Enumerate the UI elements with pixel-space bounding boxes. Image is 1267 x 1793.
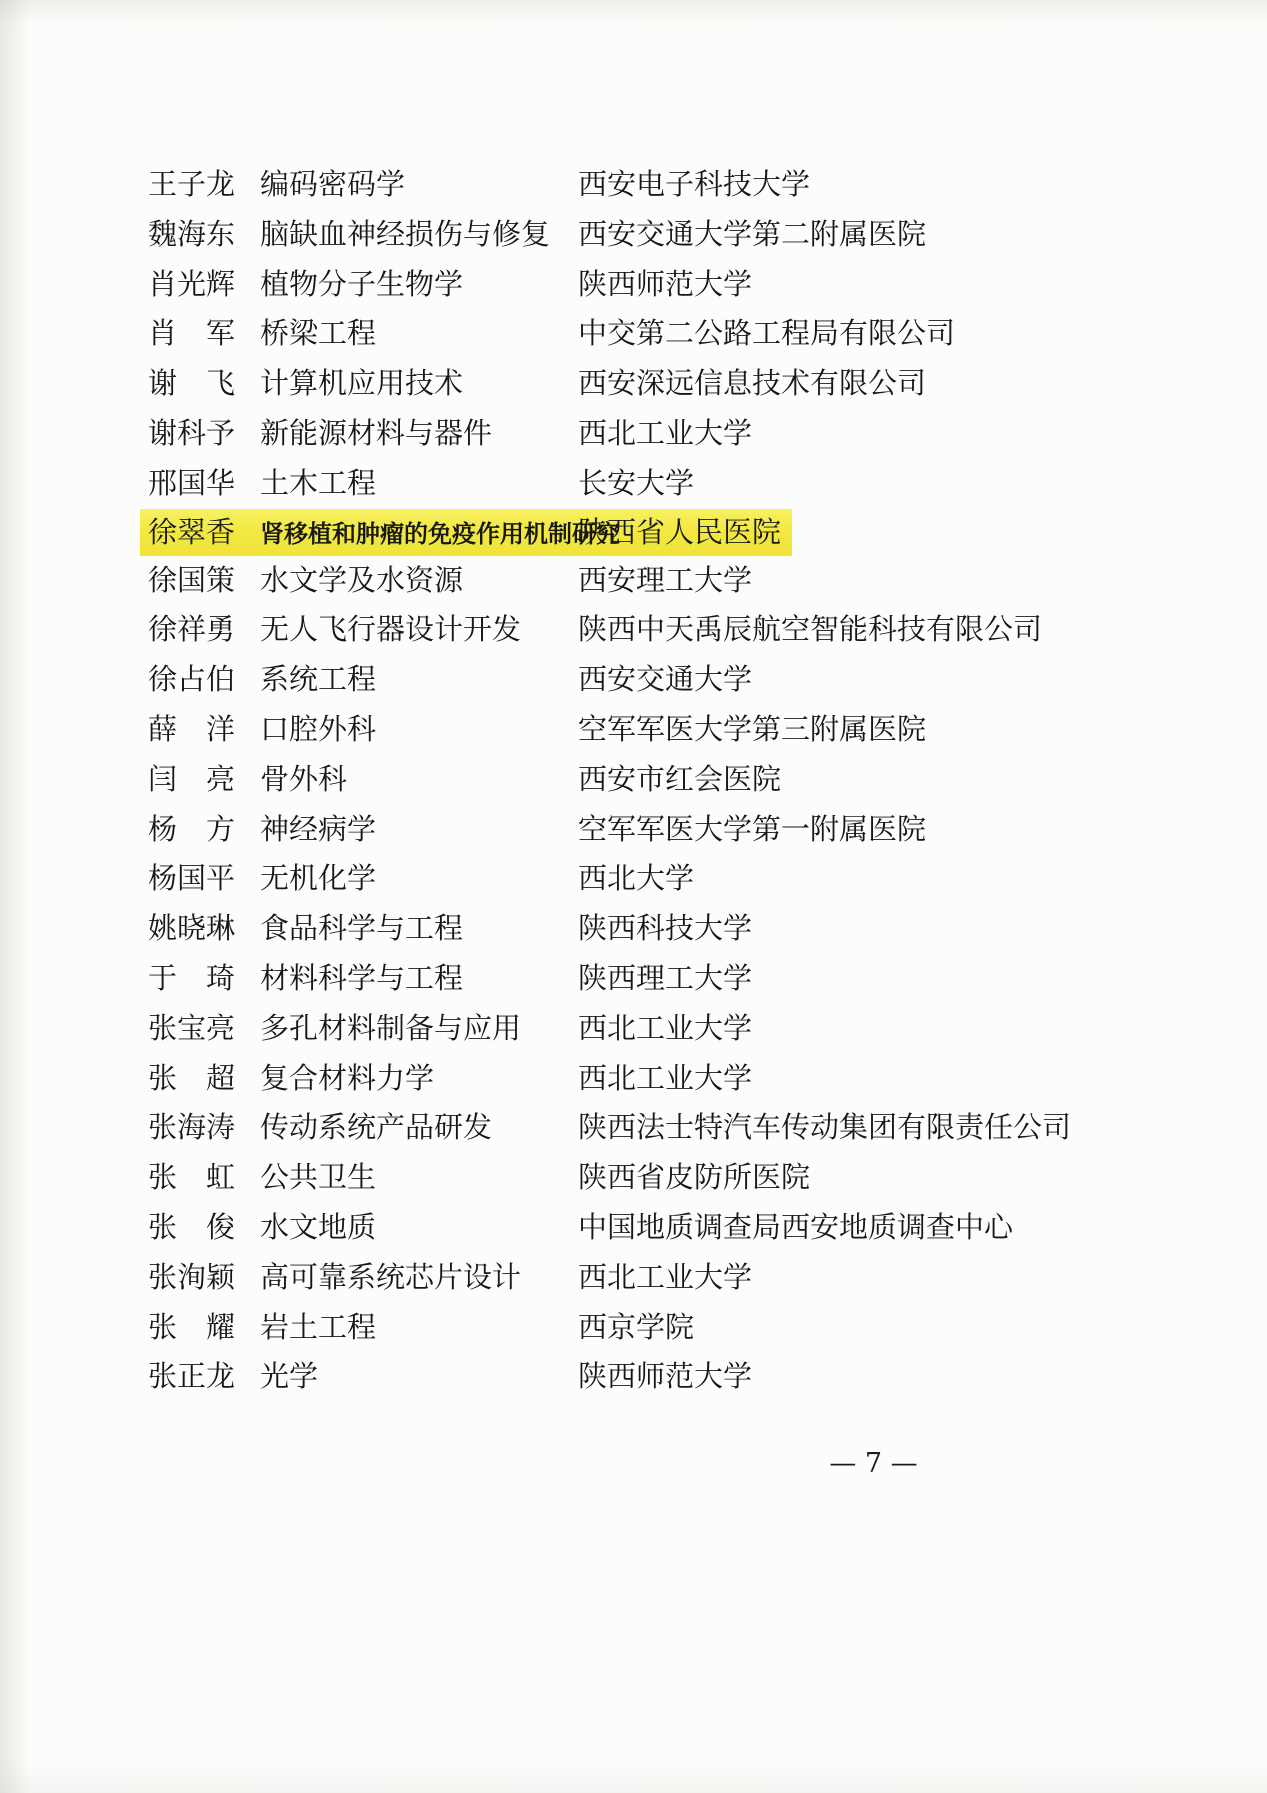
table-row: [148, 904, 1128, 954]
specialty-field: 复合材料力学: [260, 1060, 435, 1095]
organization: 西安交通大学第二附属医院: [578, 216, 927, 251]
organization: 空军军医大学第一附属医院: [578, 811, 927, 846]
table-row: [148, 160, 1128, 210]
specialty-field: 传动系统产品研发: [260, 1110, 493, 1145]
person-name: 于 琦: [148, 960, 236, 995]
table-row: [140, 509, 792, 556]
person-name: 邢国华: [148, 465, 236, 500]
table-row: [148, 655, 1128, 705]
specialty-field: 计算机应用技术: [260, 366, 464, 401]
table-row: [148, 260, 1128, 310]
table-row: [148, 1303, 1128, 1353]
specialty-field: 水文学及水资源: [260, 562, 464, 597]
table-row: [148, 755, 1128, 805]
specialty-field: 编码密码学: [260, 167, 406, 201]
table-row: [148, 605, 1128, 655]
specialty-field: 植物分子生物学: [260, 266, 464, 301]
specialty-field: 系统工程: [260, 662, 377, 697]
person-name: 杨 方: [148, 811, 236, 846]
specialty-field: 公共卫生: [260, 1160, 377, 1195]
organization: 长安大学: [578, 465, 695, 500]
organization: 陕西理工大学: [578, 960, 753, 995]
page-number: [0, 1448, 1267, 1479]
organization: 陕西省人民医院: [578, 514, 782, 549]
specialty-field: 肾移植和肿瘤的免疫作用机制研究: [260, 519, 620, 548]
person-name: 王子龙: [148, 167, 236, 201]
table-row: [148, 1203, 1128, 1253]
organization: 中交第二公路工程局有限公司: [578, 316, 956, 351]
table-row: [148, 309, 1128, 359]
specialty-field: 脑缺血神经损伤与修复: [260, 216, 551, 251]
organization: 西北工业大学: [578, 1060, 753, 1095]
organization: 陕西中天禹辰航空智能科技有限公司: [578, 612, 1043, 647]
person-name: 谢科予: [148, 415, 236, 450]
specialty-field: 口腔外科: [260, 711, 377, 746]
table-row: [148, 1352, 1128, 1402]
organization: 中国地质调查局西安地质调查中心: [578, 1209, 1014, 1244]
specialty-field: 高可靠系统芯片设计: [260, 1259, 522, 1294]
person-name: 肖光辉: [148, 266, 236, 301]
specialty-field: 水文地质: [260, 1209, 377, 1244]
table-row: [148, 1253, 1128, 1303]
specialty-field: 土木工程: [260, 465, 377, 500]
organization: 陕西科技大学: [578, 911, 753, 946]
specialty-field: 多孔材料制备与应用: [260, 1010, 522, 1045]
specialty-field: 食品科学与工程: [260, 911, 464, 946]
organization: 西安深远信息技术有限公司: [578, 366, 927, 401]
person-name: 闫 亮: [148, 761, 236, 796]
specialty-field: 光学: [260, 1359, 319, 1394]
page-number-label: — 7 —: [829, 1448, 918, 1479]
person-name: 徐国策: [148, 562, 236, 597]
specialty-field: 神经病学: [260, 811, 377, 846]
person-name: 谢 飞: [148, 366, 236, 401]
person-name: 张洵颖: [148, 1259, 236, 1294]
scan-edge-top: [0, 0, 1267, 26]
person-name: 徐翠香: [148, 514, 236, 549]
table-row: [148, 556, 1128, 606]
person-name: 徐祥勇: [148, 612, 236, 647]
roster-list: [148, 160, 1128, 1402]
organization: 西安电子科技大学: [578, 167, 811, 201]
specialty-field: 新能源材料与器件: [260, 415, 493, 450]
organization: 陕西法士特汽车传动集团有限责任公司: [578, 1110, 1072, 1145]
person-name: 张海涛: [148, 1110, 236, 1145]
person-name: 张正龙: [148, 1359, 236, 1394]
scan-edge-bottom: [0, 1763, 1267, 1793]
table-row: [148, 705, 1128, 755]
person-name: 姚晓琳: [148, 911, 236, 946]
specialty-field: 无人飞行器设计开发: [260, 612, 522, 647]
person-name: 张宝亮: [148, 1010, 236, 1045]
organization: 西北工业大学: [578, 1010, 753, 1045]
person-name: 魏海东: [148, 216, 236, 251]
person-name: 张 俊: [148, 1209, 236, 1244]
organization: 空军军医大学第三附属医院: [578, 711, 927, 746]
person-name: 徐占伯: [148, 662, 236, 697]
table-row: [148, 359, 1128, 409]
table-row: [148, 459, 1128, 509]
organization: 西京学院: [578, 1309, 695, 1344]
table-row: [148, 210, 1128, 260]
organization: 陕西师范大学: [578, 266, 753, 301]
specialty-field: 岩土工程: [260, 1309, 377, 1344]
scan-edge-left: [0, 0, 30, 1793]
table-row: [148, 954, 1128, 1004]
table-row: [148, 409, 1128, 459]
person-name: 薛 洋: [148, 711, 236, 746]
person-name: 张 超: [148, 1060, 236, 1095]
table-row: [148, 1054, 1128, 1104]
specialty-field: 桥梁工程: [260, 316, 377, 351]
person-name: 张 耀: [148, 1309, 236, 1344]
organization: 西安市红会医院: [578, 761, 782, 796]
table-row: [148, 805, 1128, 855]
organization: 西安交通大学: [578, 662, 753, 697]
person-name: 杨国平: [148, 861, 236, 896]
organization: 西安理工大学: [578, 562, 753, 597]
specialty-field: 无机化学: [260, 861, 377, 896]
organization: 西北大学: [578, 861, 695, 896]
organization: 西北工业大学: [578, 415, 753, 450]
organization: 陕西省皮防所医院: [578, 1160, 811, 1195]
specialty-field: 材料科学与工程: [260, 960, 464, 995]
table-row: [148, 1103, 1128, 1153]
person-name: 肖 军: [148, 316, 236, 351]
organization: 西北工业大学: [578, 1259, 753, 1294]
table-row: [148, 1004, 1128, 1054]
table-row: [148, 854, 1128, 904]
organization: 陕西师范大学: [578, 1359, 753, 1394]
table-row: [148, 1153, 1128, 1203]
specialty-field: 骨外科: [260, 761, 348, 796]
person-name: 张 虹: [148, 1160, 236, 1195]
